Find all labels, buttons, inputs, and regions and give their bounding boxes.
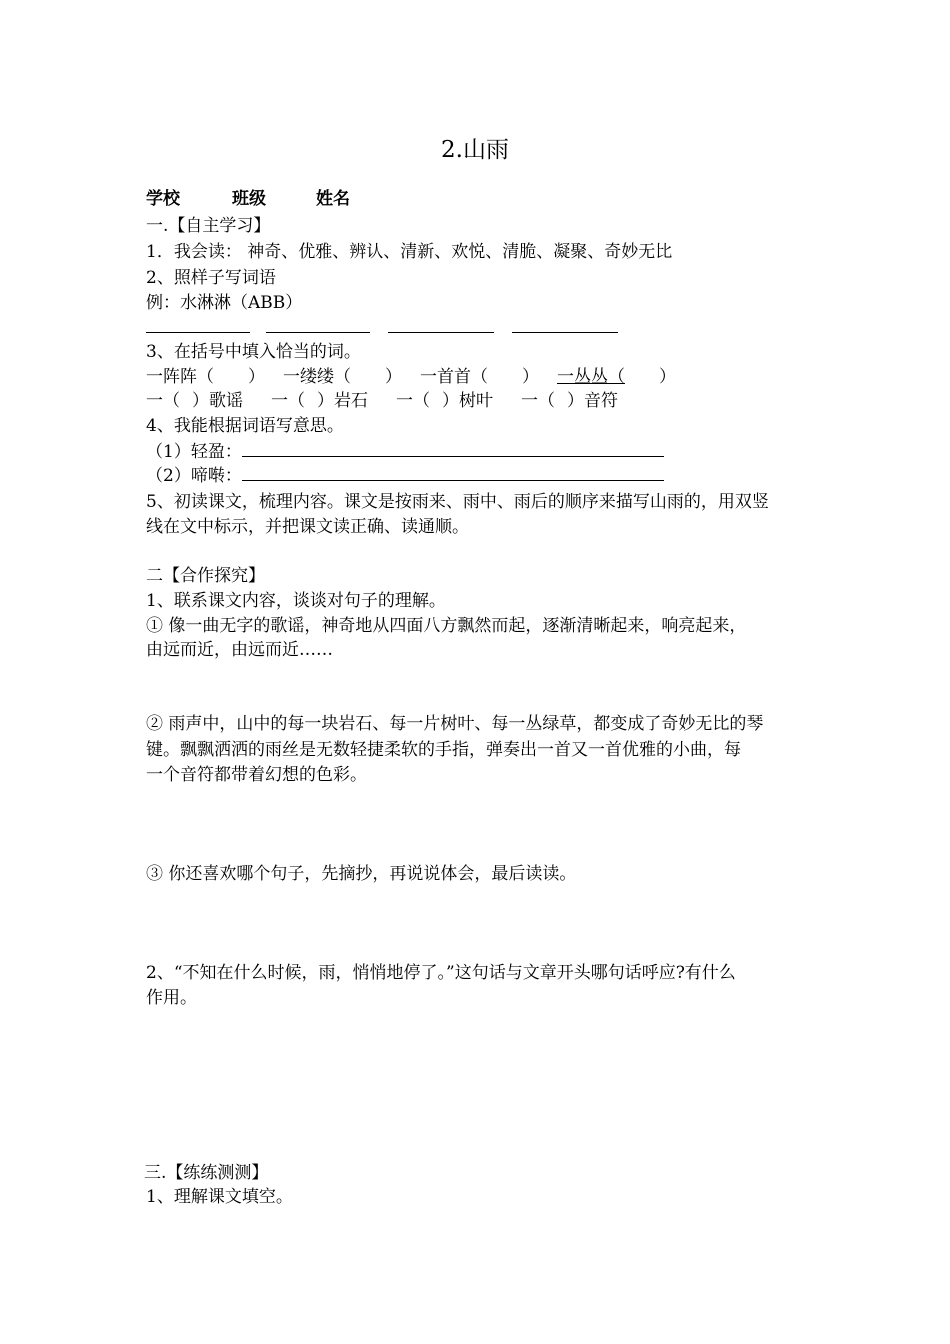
fill-suffix: ）歌谣 — [192, 391, 243, 411]
q3-instruction: 3、在括号中填入恰当的词。 — [146, 342, 361, 362]
answer-line[interactable] — [242, 464, 664, 481]
q2-instruction: 2、照样子写词语 — [146, 268, 276, 288]
header-fields — [146, 187, 350, 211]
section3-heading: 三.【练练测测】 — [144, 1163, 269, 1183]
q4-item-1 — [146, 440, 664, 464]
fill-suffix: ） — [659, 367, 676, 387]
q4-instruction: 4、我能根据词语写意思。 — [146, 416, 344, 436]
fill-suffix: ） — [522, 367, 539, 387]
fill-prefix: 一（ — [521, 391, 555, 411]
sentence2-line-2: 键。飘飘洒洒的雨丝是无数轻捷柔软的手指，弹奏出一首又一首优雅的小曲，每 — [146, 740, 741, 760]
q2-example: 例：水淋淋（ABB） — [146, 293, 303, 313]
page-title: 2.山雨 — [441, 137, 509, 163]
fill-prefix: 一缕缕（ — [283, 367, 351, 387]
q3-row2 — [146, 389, 618, 413]
s2-q2-line-2: 作用。 — [146, 988, 197, 1008]
q4-word-label: （2）啼啭： — [146, 466, 242, 486]
q1-reading-words: 1．我会读： 神奇、优雅、辨认、清新、欢悦、清脆、凝聚、奇妙无比 — [146, 242, 673, 262]
sentence1-line-2: 由远而近，由远而近…… — [146, 640, 333, 660]
q5-line-2: 线在文中标示，并把课文读正确、读通顺。 — [146, 517, 469, 537]
sentence1-line-1: ① 像一曲无字的歌谣，神奇地从四面八方飘然而起，逐渐清晰起来，响亮起来， — [146, 616, 747, 636]
fill-suffix: ）音符 — [567, 391, 618, 411]
s2-q1-instruction: 1、联系课文内容，谈谈对句子的理解。 — [146, 591, 446, 611]
sentence2-line-3: 一个音符都带着幻想的色彩。 — [146, 765, 367, 785]
fill-suffix: ） — [385, 367, 402, 387]
fill-prefix: 一（ — [271, 391, 305, 411]
answer-blank[interactable] — [266, 316, 370, 333]
section2-heading: 二【合作探究】 — [146, 566, 265, 586]
fill-prefix: 一丛丛（ — [557, 367, 625, 387]
sentence3: ③ 你还喜欢哪个句子，先摘抄，再说说体会，最后读读。 — [146, 864, 577, 884]
answer-blank[interactable] — [146, 316, 250, 333]
fill-prefix: 一（ — [396, 391, 430, 411]
fill-prefix: 一（ — [146, 391, 180, 411]
q4-item-2 — [146, 464, 664, 488]
fill-suffix: ）树叶 — [442, 391, 493, 411]
s3-q1-instruction: 1、理解课文填空。 — [146, 1187, 293, 1207]
school-label: 学校 — [146, 189, 180, 209]
section1-heading: 一.【自主学习】 — [146, 216, 271, 236]
class-label: 班级 — [232, 189, 266, 209]
answer-line[interactable] — [242, 440, 664, 457]
fill-suffix: ） — [248, 367, 265, 387]
sentence2-line-1: ② 雨声中，山中的每一块岩石、每一片树叶、每一丛绿草，都变成了奇妙无比的琴 — [146, 714, 764, 734]
s2-q2-line-1: 2、“不知在什么时候，雨，悄悄地停了。”这句话与文章开头哪句话呼应?有什么 — [146, 963, 736, 983]
answer-blank[interactable] — [512, 316, 618, 333]
answer-blank[interactable] — [388, 316, 494, 333]
fill-suffix: ）岩石 — [317, 391, 368, 411]
name-label: 姓名 — [316, 189, 350, 209]
q2-answer-blanks — [146, 316, 618, 340]
q5-line-1: 5、初读课文，梳理内容。课文是按雨来、雨中、雨后的顺序来描写山雨的，用双竖 — [146, 492, 769, 512]
fill-prefix: 一首首（ — [420, 367, 488, 387]
fill-prefix: 一阵阵（ — [146, 367, 214, 387]
q4-word-label: （1）轻盈： — [146, 442, 242, 462]
q3-row1 — [146, 365, 676, 389]
